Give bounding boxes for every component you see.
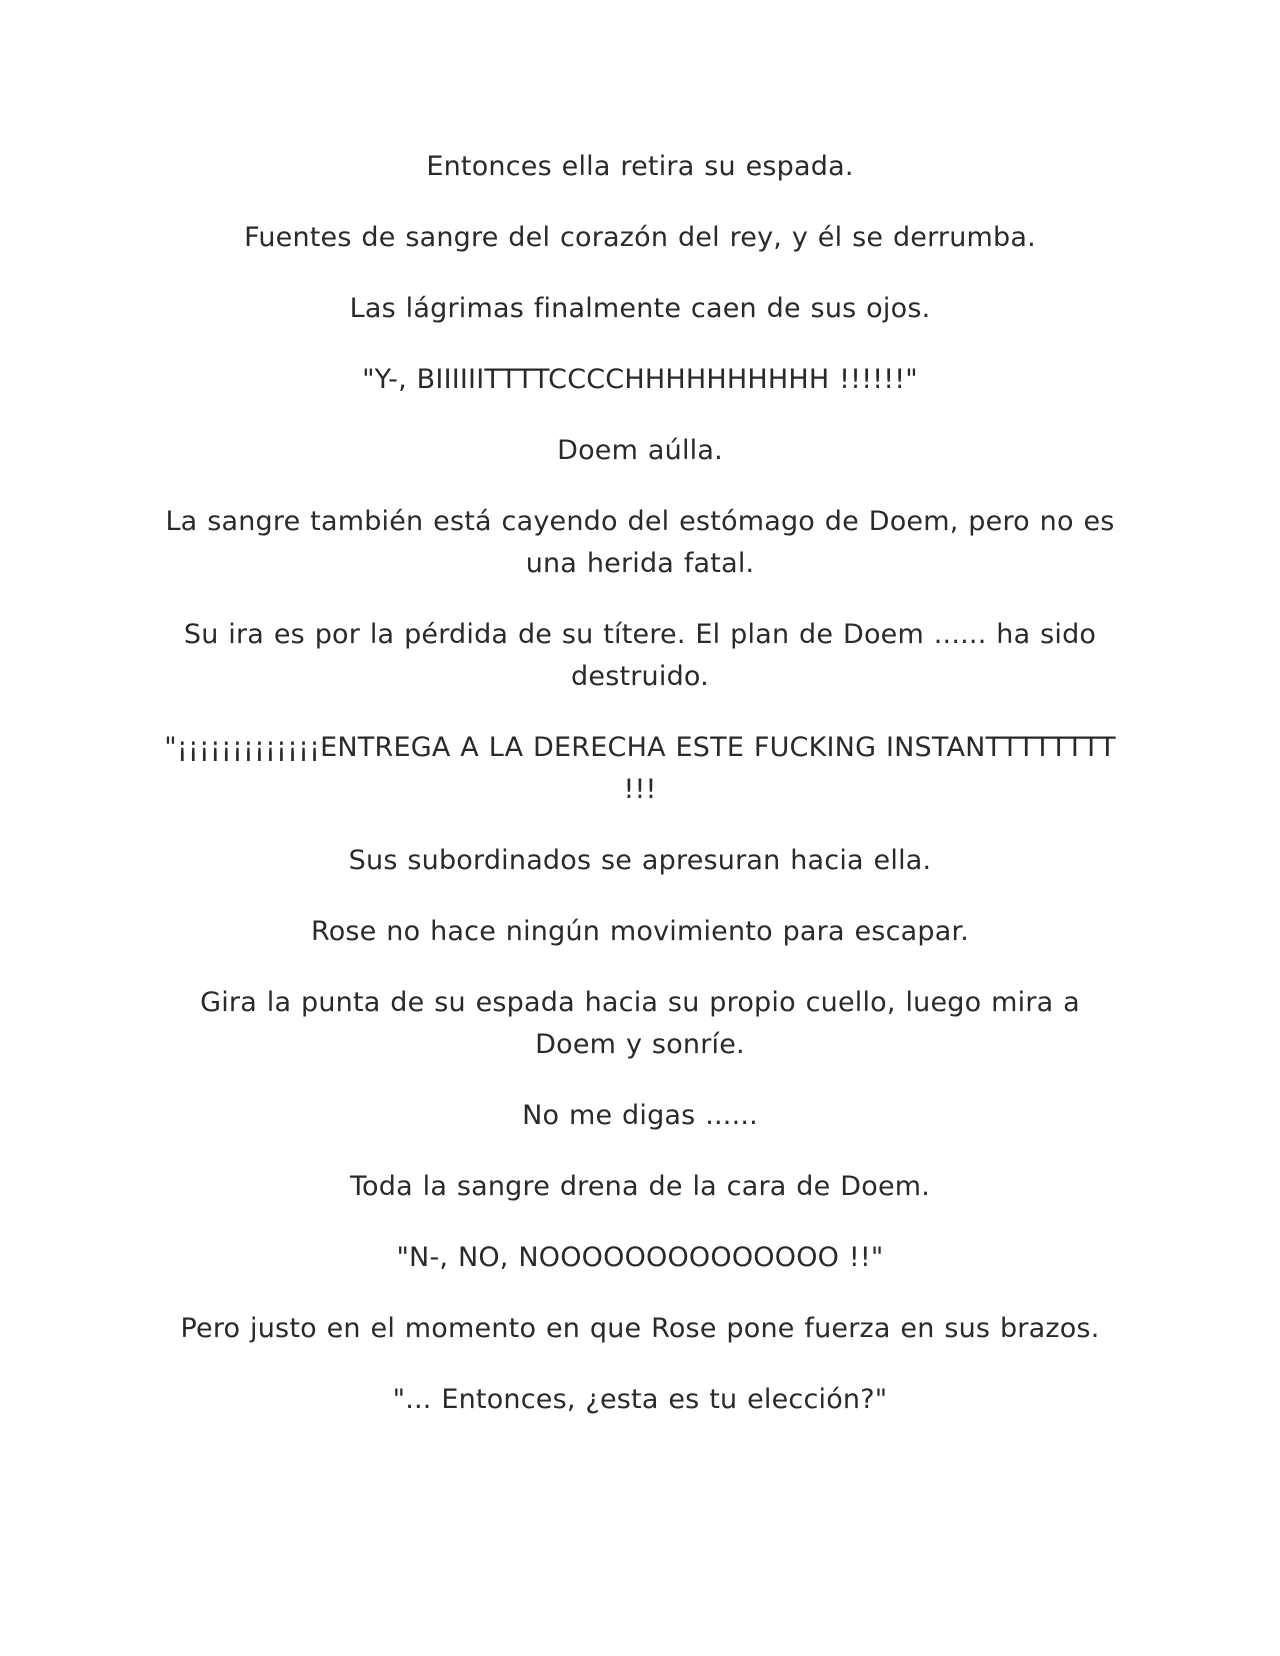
paragraph-3: Las lágrimas finalmente caen de sus ojos. — [349, 293, 931, 324]
paragraph-15: Pero justo en el momento en que Rose pone fuerza en sus brazos. — [180, 1313, 1100, 1344]
paragraph-8: "¡¡¡¡¡¡¡¡¡¡¡¡¡ENTREGA A LA DERECHA ESTE FUCKING INSTANTTTTTTTT !!! — [164, 732, 1116, 805]
paragraph-16: "... Entonces, ¿esta es tu elección?" — [392, 1384, 888, 1415]
paragraph-6: La sangre también está cayendo del estómago de Doem, pero no es una herida fatal. — [165, 506, 1115, 579]
paragraph-10: Rose no hace ningún movimiento para escapar. — [310, 916, 970, 947]
paragraph-2: Fuentes de sangre del corazón del rey, y él se derrumba. — [244, 222, 1036, 253]
paragraph-5: Doem aúlla. — [557, 435, 723, 466]
paragraph-11: Gira la punta de su espada hacia su propio cuello, luego mira a Doem y sonríe. — [200, 987, 1080, 1060]
paragraph-7: Su ira es por la pérdida de su títere. El plan de Doem ...... ha sido destruido. — [183, 619, 1097, 692]
paragraph-14: "N-, NO, NOOOOOOOOOOOOOO !!" — [396, 1242, 884, 1273]
paragraph-13: Toda la sangre drena de la cara de Doem. — [349, 1171, 931, 1202]
paragraph-9: Sus subordinados se apresuran hacia ella. — [348, 845, 932, 876]
paragraph-4: "Y-, BIIIIIITTTTCCCCHHHHHHHHHH !!!!!!" — [362, 364, 918, 395]
paragraph-12: No me digas ...... — [522, 1100, 758, 1131]
story-text — [160, 146, 1120, 1450]
paragraph-1: Entonces ella retira su espada. — [426, 151, 854, 182]
